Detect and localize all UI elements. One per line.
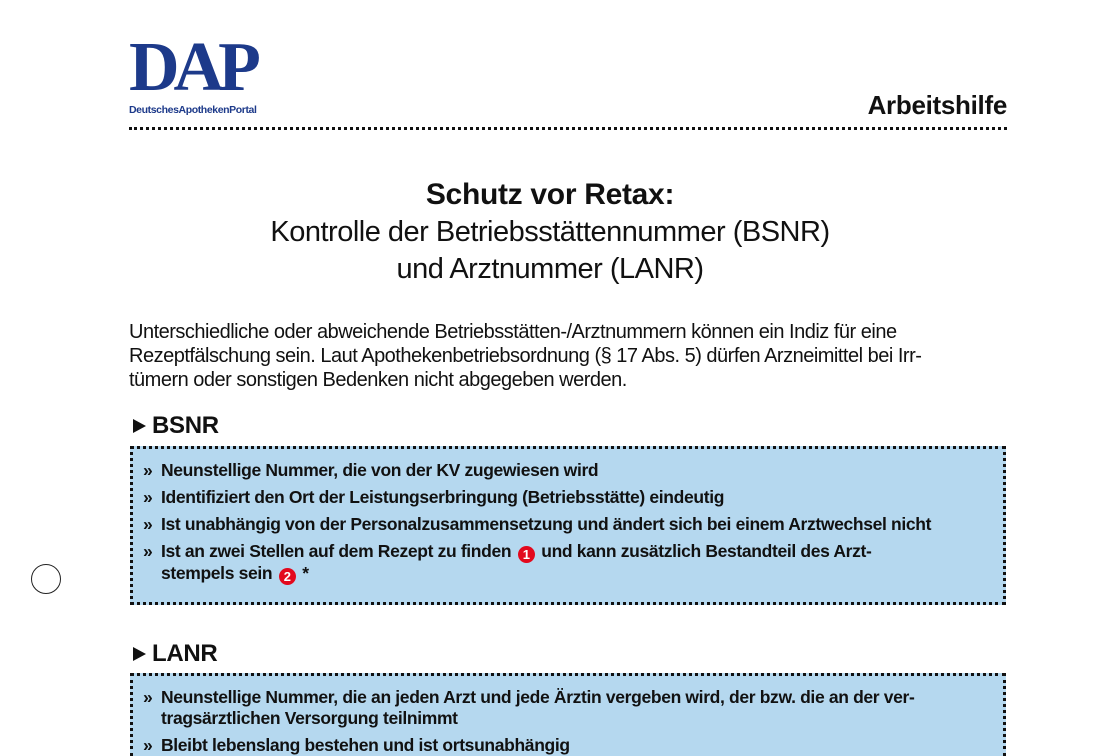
header-divider — [129, 127, 1007, 130]
triangle-right-icon — [133, 647, 146, 661]
document-type-label: Arbeitshilfe — [867, 90, 1007, 120]
logo-subtitle: DeutschesApothekenPortal — [129, 104, 257, 116]
footnote-asterisk: * — [302, 563, 309, 583]
bullet-marker-icon: » — [143, 460, 153, 480]
list-item-text: Identifiziert den Ort der Leistungserbringung (Betriebsstätte) eindeutig — [161, 487, 725, 507]
section-heading-lanr — [133, 640, 217, 668]
list-item-text-part: Ist an zwei Stellen auf dem Rezept zu finden — [161, 541, 512, 561]
intro-line: tümern oder sonstigen Bedenken nicht abgegeben werden. — [129, 369, 627, 391]
section-heading-label: BSNR — [152, 412, 219, 439]
lanr-info-box — [130, 673, 1006, 756]
page-subtitle-line-1: Kontrolle der Betriebsstättennummer (BSNR) — [270, 216, 830, 248]
intro-line: Rezeptfälschung sein. Laut Apothekenbetriebsordnung (§ 17 Abs. 5) dürfen Arzneimittel bei Irr- — [129, 345, 922, 367]
bullet-marker-icon: » — [143, 487, 153, 507]
number-two-marker-icon: 2 — [279, 568, 296, 585]
logo — [129, 29, 269, 116]
section-heading-label: LANR — [152, 640, 218, 667]
list-item-text: Ist unabhängig von der Personalzusammensetzung und ändert sich bei einem Arztwechsel nicht — [161, 514, 932, 534]
list-item — [143, 541, 997, 585]
lanr-bullet-list — [143, 687, 997, 756]
bullet-marker-icon: » — [143, 735, 153, 755]
logo-mark: DAP — [129, 29, 255, 106]
list-item-text-part: und kann zusätzlich Bestandteil des Arzt- — [541, 541, 872, 561]
list-item — [143, 735, 997, 756]
list-item-text: Neunstellige Nummer, die von der KV zugewiesen wird — [161, 460, 599, 480]
list-item — [143, 487, 997, 508]
circle-marker — [31, 564, 61, 594]
list-item-text-part: stempels sein — [161, 563, 273, 583]
list-item — [143, 687, 997, 729]
list-item — [143, 460, 997, 481]
bsnr-info-box — [130, 446, 1006, 605]
list-item — [143, 514, 997, 535]
title-block — [0, 176, 1100, 288]
page-subtitle-line-2: und Arztnummer (LANR) — [396, 253, 704, 285]
intro-line: Unterschiedliche oder abweichende Betriebsstätten-/Arztnummern können ein Indiz für eine — [129, 321, 897, 343]
bullet-marker-icon: » — [143, 687, 153, 707]
bsnr-bullet-list — [143, 460, 997, 585]
page-title: Schutz vor Retax: — [425, 178, 675, 211]
bullet-marker-icon: » — [143, 541, 153, 561]
list-item-text: tragsärztlichen Versorgung teilnimmt — [161, 708, 458, 728]
number-one-marker-icon: 1 — [518, 546, 535, 563]
bullet-marker-icon: » — [143, 514, 153, 534]
section-heading-bsnr — [133, 412, 219, 440]
intro-paragraph — [129, 320, 989, 392]
list-item-text: Bleibt lebenslang bestehen und ist ortsunabhängig — [161, 735, 570, 755]
list-item-text: Neunstellige Nummer, die an jeden Arzt und jede Ärztin vergeben wird, der bzw. die an der ver- — [161, 687, 915, 707]
triangle-right-icon — [133, 419, 146, 433]
